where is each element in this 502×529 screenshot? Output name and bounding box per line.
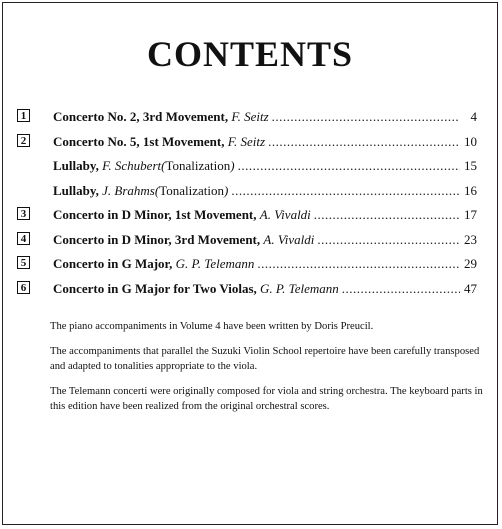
piece-title: Concerto in D Minor, 3rd Movement,: [53, 231, 261, 247]
book-number-box: 3: [17, 207, 30, 220]
contents-page: [2, 2, 498, 525]
composer-name: A. Vivaldi: [263, 231, 315, 247]
toc-entry[interactable]: [17, 132, 477, 157]
toc-entry[interactable]: Lullaby, F. Schubert ( Tonalization ) ..... 15: [17, 156, 477, 181]
book-number-box: 4: [17, 232, 30, 245]
dot-leader: [272, 107, 460, 127]
page-number: 47: [464, 280, 477, 296]
book-number-box: 6: [17, 281, 30, 294]
dot-leader: [314, 205, 460, 225]
page-number: 16: [464, 182, 477, 198]
piece-title: Concerto in G Major,: [53, 256, 173, 271]
toc-entry[interactable]: [17, 230, 477, 255]
tonalization-note: Tonalization: [165, 158, 231, 173]
composer-name: F. Schubert: [102, 158, 162, 173]
book-number-box: 2: [17, 134, 30, 147]
notes-section: [50, 319, 490, 424]
dot-leader: [317, 230, 460, 250]
dot-leader: [268, 132, 460, 152]
page-title: CONTENTS: [146, 34, 354, 74]
toc-list: [17, 107, 477, 303]
book-number-box: 1: [17, 109, 30, 122]
note-paragraph: The accompaniments that parallel the Suzuki Violin School repertoire have been carefully transposed and adapted to tonalities appropriate to the viola.: [50, 346, 480, 372]
tonalization-note: Tonalization: [159, 182, 224, 198]
page-number: 4: [470, 109, 477, 124]
page-number: 17: [464, 207, 477, 222]
dot-leader: [231, 181, 460, 201]
toc-entry[interactable]: [17, 279, 477, 304]
dot-leader: [257, 254, 460, 274]
composer-name: G. P. Telemann: [260, 280, 339, 296]
composer-name: J. Brahms: [102, 182, 155, 198]
composer-name: F. Seitz: [231, 109, 269, 124]
piece-title: Concerto No. 5, 1st Movement,: [53, 133, 225, 149]
book-number-box: 5: [17, 256, 30, 269]
piece-title: Concerto No. 2, 3rd Movement,: [53, 109, 229, 124]
dot-leader: [238, 156, 460, 176]
toc-entry[interactable]: [17, 254, 477, 279]
toc-entry[interactable]: [17, 205, 477, 230]
composer-name: F. Seitz: [227, 133, 266, 149]
piece-title: Concerto in G Major for Two Violas,: [53, 280, 257, 296]
composer-name: A. Vivaldi: [259, 207, 311, 222]
note-paragraph: The Telemann concerti were originally composed for viola and string orchestra. The keyboard parts in this edition have been realized from the original orchestral scores.: [50, 386, 483, 412]
piece-title: Concerto in D Minor, 1st Movement,: [53, 207, 257, 222]
page-number: 29: [464, 256, 477, 271]
piece-title: Lullaby,: [53, 182, 99, 198]
note-paragraph: The piano accompaniments in Volume 4 have been written by Doris Preucil.: [50, 321, 374, 332]
page-number: 23: [464, 231, 477, 247]
dot-leader: [342, 279, 460, 299]
toc-entry[interactable]: [17, 107, 477, 132]
page-number: 10: [464, 133, 477, 149]
composer-name: G. P. Telemann: [175, 256, 255, 271]
toc-entry[interactable]: Lullaby, J. Brahms ( Tonalization ) ..... 16: [17, 181, 477, 206]
page-number: 15: [464, 158, 477, 173]
piece-title: Lullaby,: [53, 158, 99, 173]
